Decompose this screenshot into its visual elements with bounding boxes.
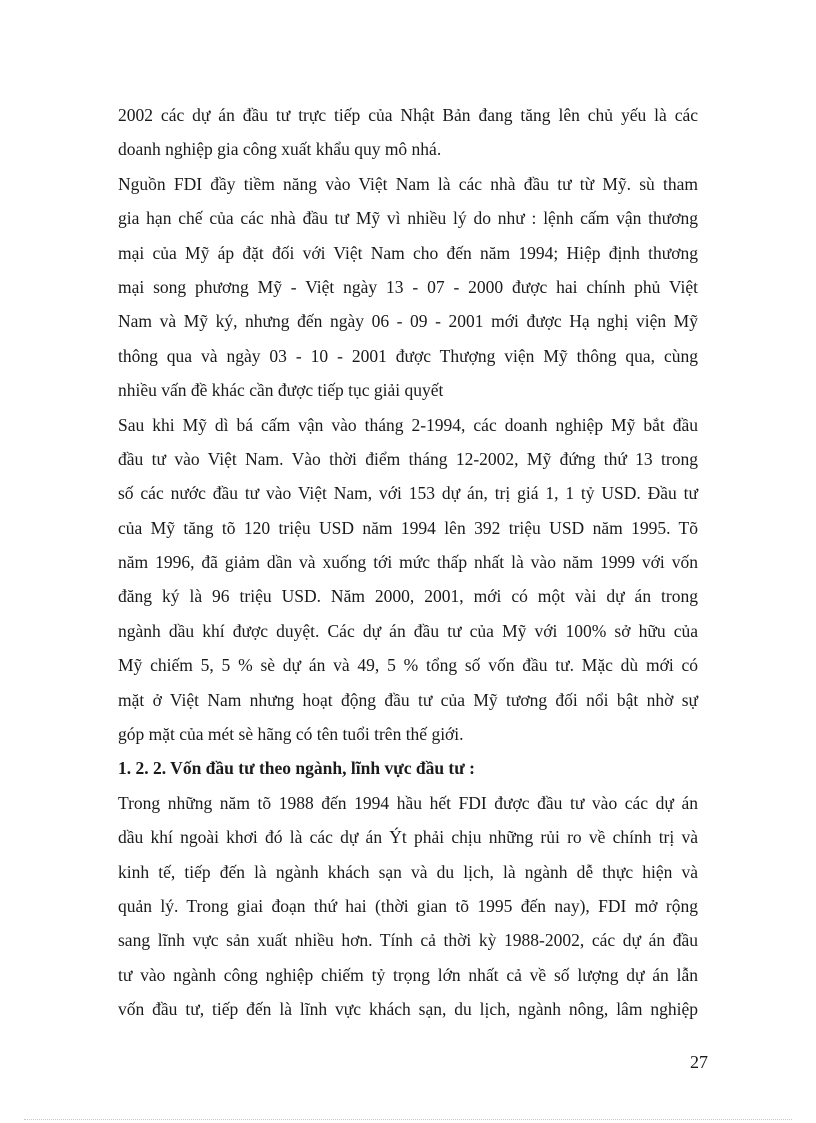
section-heading: 1. 2. 2. Vốn đầu tư theo ngành, lĩnh vực đầu tư : [118, 758, 475, 779]
text-line: 2002 các dự án đầu tư trực tiếp của Nhật Bản đang tăng lên chủ yếu là các [118, 105, 698, 125]
page-number: 27 [690, 1052, 708, 1072]
text-line: sang lĩnh vực sản xuất nhiều hơn. Tính cả thời kỳ 1988-2002, các dự án đầu [118, 930, 698, 951]
text-line: Mỹ chiếm 5, 5 % sè dự án và 49, 5 % tổng số vốn đầu tư. Mặc dù mới có [118, 655, 698, 676]
text-line: tư vào ngành công nghiệp chiếm tỷ trọng lớn nhất cả về số lượng dự án lẫn [118, 964, 698, 985]
text-line: thông qua và ngày 03 - 10 - 2001 được Thượng viện Mỹ thông qua, cùng [118, 345, 698, 366]
text-line: gia hạn chế của các nhà đầu tư Mỹ vì nhiều lý do như : lệnh cấm vận thương [118, 208, 698, 229]
text-line: doanh nghiệp gia công xuất khẩu quy mô nhá. [118, 139, 442, 160]
text-line: đăng ký là 96 triệu USD. Năm 2000, 2001, mới có một vài dự án trong [118, 586, 698, 607]
text-line: kinh tế, tiếp đến là ngành khách sạn và du lịch, là ngành dễ thực hiện và [118, 861, 698, 882]
page-bottom-border [24, 1119, 792, 1120]
text-line: mặt ở Việt Nam nhưng hoạt động đầu tư của Mỹ tương đối nổi bật nhờ sự [118, 689, 698, 710]
text-line: dầu khí ngoài khơi đó là các dự án Ýt phải chịu những rủi ro về chính trị và [118, 827, 698, 848]
text-line: mại của Mỹ áp đặt đối với Việt Nam cho đến năm 1994; Hiệp định thương [118, 242, 698, 263]
text-line: mại song phương Mỹ - Việt ngày 13 - 07 - 2000 được hai chính phủ Việt [118, 276, 698, 297]
text-line: số các nước đầu tư vào Việt Nam, với 153 dự án, trị giá 1, 1 tỷ USD. Đầu tư [118, 483, 698, 504]
text-line: vốn đầu tư, tiếp đến là lĩnh vực khách sạn, du lịch, ngành nông, lâm nghiệp [118, 999, 698, 1020]
text-line: ngành dầu khí được duyệt. Các dự án đầu tư của Mỹ với 100% sở hữu của [118, 620, 698, 641]
text-line: quản lý. Trong giai đoạn thứ hai (thời gian tõ 1995 đến nay), FDI mở rộng [118, 895, 698, 916]
document-body [118, 98, 698, 1027]
text-line: Nguồn FDI đầy tiềm năng vào Việt Nam là các nhà đầu tư từ Mỹ. sù tham [118, 173, 698, 194]
text-line: năm 1996, đã giảm dần và xuống tới mức thấp nhất là vào năm 1999 với vốn [118, 552, 698, 573]
text-line: góp mặt của mét sè hãng có tên tuổi trên thế giới. [118, 724, 464, 745]
text-line: nhiều vấn đề khác cần được tiếp tục giải quyết [118, 380, 444, 401]
text-line: Nam và Mỹ ký, nhưng đến ngày 06 - 09 - 2001 mới được Hạ nghị viện Mỹ [118, 311, 698, 332]
text-line: Trong những năm tõ 1988 đến 1994 hầu hết FDI được đầu tư vào các dự án [118, 792, 698, 813]
text-line: của Mỹ tăng tõ 120 triệu USD năm 1994 lên 392 triệu USD năm 1995. Tõ [118, 517, 698, 538]
text-line: Sau khi Mỹ dì bá cấm vận vào tháng 2-1994, các doanh nghiệp Mỹ bắt đầu [118, 414, 698, 435]
text-line: đầu tư vào Việt Nam. Vào thời điểm tháng 12-2002, Mỹ đứng thứ 13 trong [118, 448, 698, 469]
